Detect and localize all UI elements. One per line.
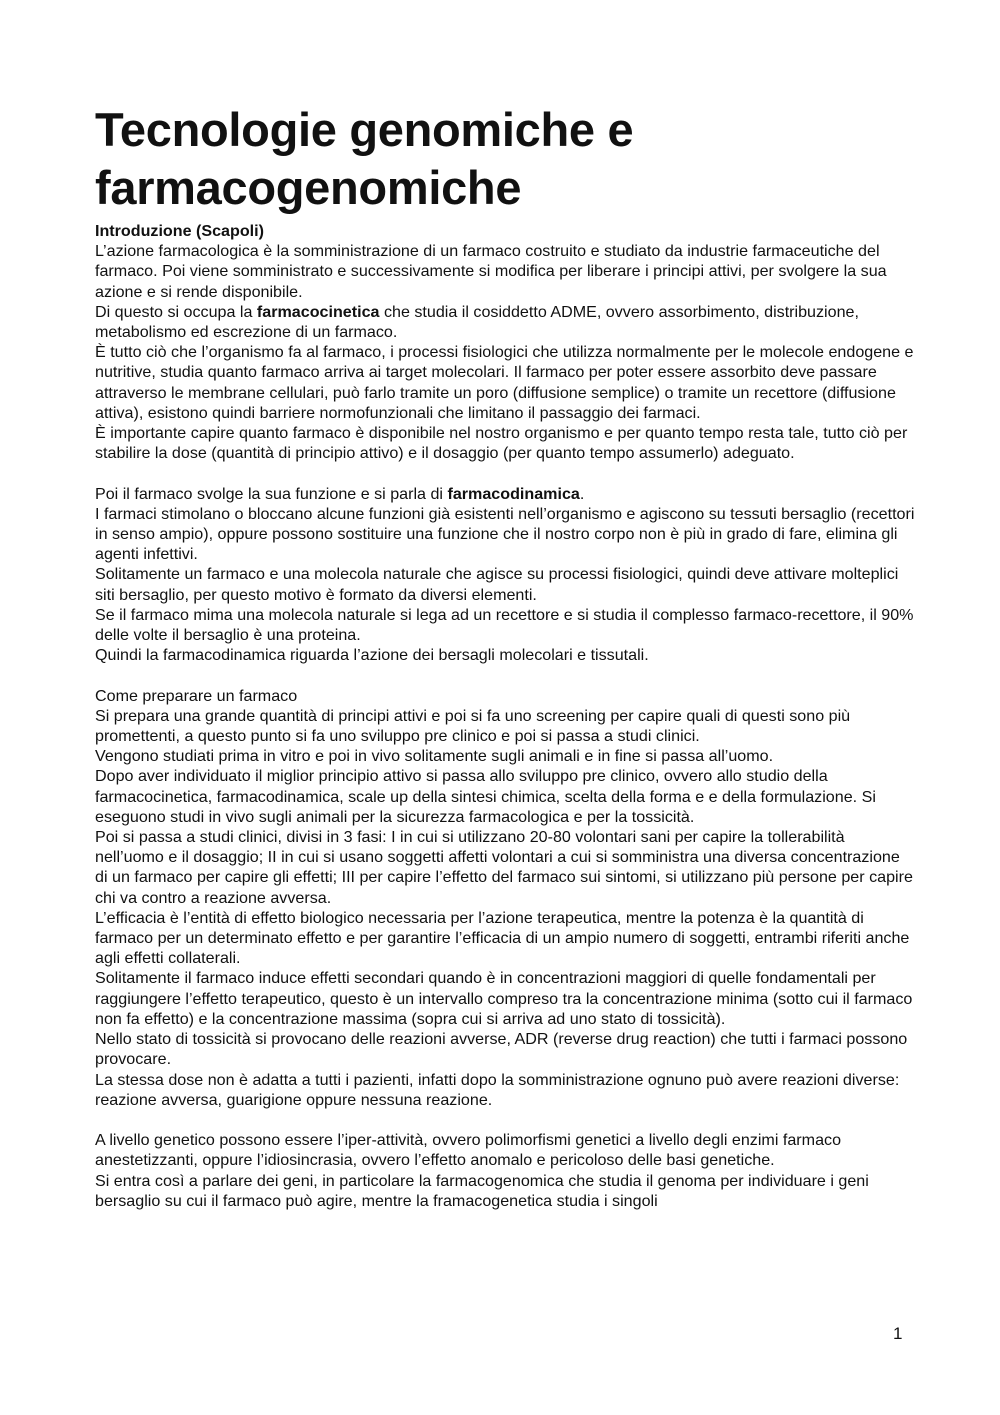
paragraph: Poi si passa a studi clinici, divisi in 3 fasi: I in cui si utilizzano 20-80 volontari sani per capire la tollerabilità nell’uomo e il dosaggio; II in cui si usano soggetti affetti volontari a cui si somministra una diversa concentrazione di un farmaco per capire gli effetti; III per capire l’effetto del farmaco sui sintomi, si utilizzano più persone per capire chi va contro a reazione avversa. — [95, 828, 913, 907]
title-line-1: Tecnologie genomiche e — [95, 103, 634, 156]
paragraph: Si prepara una grande quantità di principi attivi e poi si fa uno screening per capire quali di questi sono più promettenti, a questo punto si fa uno sviluppo pre clinico e poi si passa a studi clinici. — [95, 706, 851, 746]
paragraph-text: . — [579, 484, 585, 503]
paragraph: Vengono studiati prima in vitro e poi in vivo solitamente sugli animali e in fine si passa all’uomo. — [95, 747, 774, 766]
paragraph: A livello genetico possono essere l’iper-attività, ovvero polimorfismi genetici a livello degli enzimi farmaco anestetizzanti, oppure l’idiosincrasia, ovvero l’effetto anomalo e pericoloso delle basi genetiche. — [95, 1131, 842, 1170]
paragraph: La stessa dose non è adatta a tutti i pazienti, infatti dopo la somministrazione ognuno può avere reazioni diverse: reazione avversa, guarigione oppure nessuna reazione. — [95, 1070, 900, 1109]
subsection-heading: Come preparare un farmaco — [95, 686, 298, 705]
paragraph: Dopo aver individuato il miglior principio attivo si passa allo sviluppo pre clinico, ovvero allo studio della farmacocinetica, farmacodinamica, scale up della sintesi chimica, scelta della forma e e della formulazione. Si eseguono studi in vivo sugli animali per la sicurezza farmacologica e per la tossicità. — [95, 767, 876, 826]
paragraph: È importante capire quanto farmaco è disponibile nel nostro organismo e per quanto tempo resta tale, tutto ciò per stabilire la dose (quantità di principio attivo) e il dosaggio (per quanto tempo assumerlo) adeguato. — [95, 424, 908, 463]
paragraph: L’azione farmacologica è la somministrazione di un farmaco costruito e studiato da industrie farmaceutiche del farmaco. Poi viene somministrato e successivamente si modifica per liberare i principi attivi, per svolgere la sua azione e si rende disponibile. — [95, 242, 887, 301]
paragraph-spacer — [95, 463, 915, 483]
paragraph-spacer — [95, 1110, 915, 1130]
document-body — [95, 221, 915, 1211]
paragraph — [95, 302, 915, 342]
paragraph: Solitamente un farmaco e una molecola naturale che agisce su processi fisiologici, quindi deve attivare molteplici siti bersaglio, per questo motivo è formato da diversi elementi. — [95, 565, 899, 604]
title-line-2: farmacogenomiche — [95, 161, 522, 214]
section-heading: Introduzione (Scapoli) — [95, 222, 264, 240]
bold-term-farmacodinamica: farmacodinamica — [447, 484, 580, 503]
paragraph: Quindi la farmacodinamica riguarda l’azione dei bersagli molecolari e tissutali. — [95, 646, 649, 665]
paragraph: Si entra così a parlare dei geni, in particolare la farmacogenomica che studia il genoma per individuare i geni bersaglio su cui il farmaco può agire, mentre la framacogenetica studia i singoli — [95, 1171, 869, 1210]
page-number: 1 — [893, 1324, 903, 1343]
paragraph: L’efficacia è l’entità di effetto biologico necessaria per l’azione terapeutica, mentre la potenza è la quantità di farmaco per un determinato effetto e per garantire l’efficacia di un ampio numero di soggetti, entrambi riferiti anche agli effetti collaterali. — [95, 908, 910, 968]
paragraph: Se il farmaco mima una molecola naturale si lega ad un recettore e si studia il complesso farmaco-recettore, il 90% delle volte il bersaglio è una proteina. — [95, 605, 914, 645]
paragraph: Solitamente il farmaco induce effetti secondari quando è in concentrazioni maggiori di quelle fondamentali per raggiungere l’effetto terapeutico, questo è un intervallo compreso tra la concentrazione minima (sotto cui il farmaco non fa effetto) e la concentrazione massima (sopra cui si arriva ad uno stato di tossicità). — [95, 969, 913, 1028]
paragraph: I farmaci stimolano o bloccano alcune funzioni già esistenti nell’organismo e agiscono su tessuti bersaglio (recettori in senso ampio), oppure possono sostituire una funzione che il nostro corpo non è più in grado di fare, elimina gli agenti infettivi. — [95, 504, 915, 564]
paragraph: Nello stato di tossicità si provocano delle reazioni avverse, ADR (reverse drug reaction) che tutti i farmaci possono provocare. — [95, 1030, 908, 1069]
paragraph-spacer — [95, 665, 915, 685]
paragraph: È tutto ciò che l’organismo fa al farmaco, i processi fisiologici che utilizza normalmente per le molecole endogene e nutritive, studia quanto farmaco arriva ai target molecolari. Il farmaco per poter essere assorbito deve passare attraverso le membrane cellulari, può farlo tramite un poro (diffusione semplice) o tramite un recettore (diffusione attiva), esistono quindi barriere normofunzionali che limitano il passaggio dei farmaci. — [95, 343, 914, 422]
document-title — [95, 101, 915, 217]
paragraph-text: Poi il farmaco svolge la sua funzione e si parla di — [95, 484, 448, 503]
bold-term-farmacocinetica: farmacocinetica — [256, 302, 380, 321]
paragraph — [95, 484, 915, 504]
paragraph-text: Di questo si occupa la — [95, 302, 257, 321]
paragraph-text: che studia il cosiddetto ADME, ovvero assorbimento, distribuzione, metabolismo ed escrezione di un farmaco. — [95, 302, 859, 342]
